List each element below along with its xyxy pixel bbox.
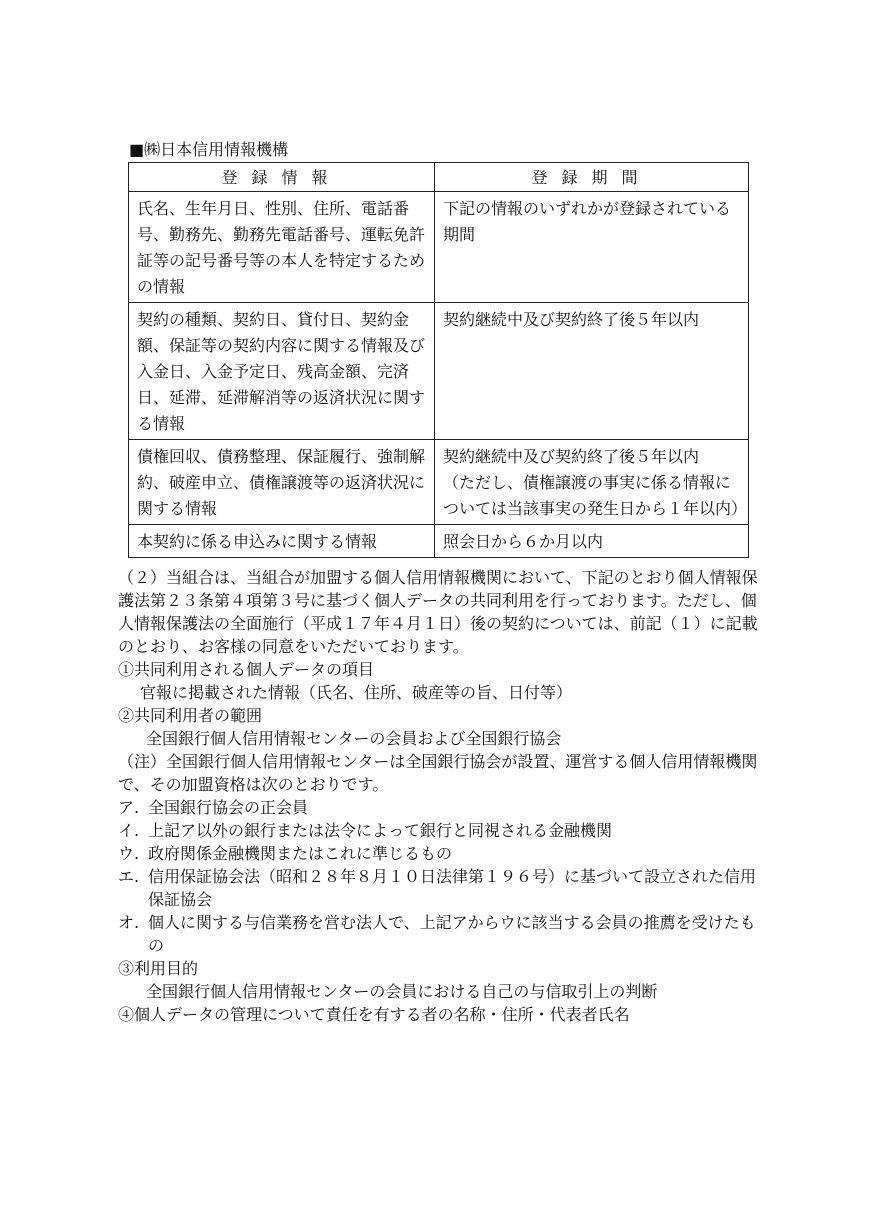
table-row <box>129 525 749 558</box>
table-row <box>129 303 749 440</box>
list-item-mark: ア. <box>118 798 140 817</box>
list-item-mark: ウ. <box>118 844 140 863</box>
registration-table <box>128 162 749 558</box>
table-header-row <box>129 163 749 192</box>
cell-info-text: 債権回収、債務整理、保証履行、強制解約、破産申立、債権譲渡等の返済状況に関する情報 <box>137 447 426 518</box>
list-item-text: 上記ア以外の銀行または法令によって銀行と同視される金融機関 <box>148 821 613 840</box>
cell-period-note: （ただし、債権譲渡の事実に係る情報については当該事実の発生日から１年以内） <box>443 473 748 518</box>
item2-title: ②共同利用者の範囲 <box>118 706 263 725</box>
paragraph-2: （２）当組合は、当組合が加盟する個人信用情報機関において、下記のとおり個人情報保護法第２３条第４項第３号に基づく個人データの共同利用を行っております。ただし、個人情報保護法の全面施行（平成１７年４月１日）後の契約については、前記（１）に記載のとおり、お客様の同意をいただいております。 <box>118 568 758 656</box>
item2-text: 全国銀行個人信用情報センターの会員および全国銀行協会 <box>146 729 562 748</box>
cell-info <box>129 525 435 558</box>
list-item-text: 全国銀行協会の正会員 <box>148 798 309 817</box>
cell-period <box>435 440 749 525</box>
cell-info <box>129 303 435 440</box>
list-item-text: 信用保証協会法（昭和２８年８月１０日法律第１９６号）に基づいて設立された信用保証協会 <box>148 867 757 909</box>
cell-info-text: 本契約に係る申込みに関する情報 <box>137 532 378 551</box>
cell-info-text: 氏名、生年月日、性別、住所、電話番号、勤務先、勤務先電話番号、運転免許証等の記号番号等の本人を特定するための情報 <box>137 199 426 296</box>
list-item-mark: イ. <box>118 821 140 840</box>
cell-period <box>435 303 749 440</box>
list-item-mark: オ. <box>118 913 140 932</box>
header-registration-period: 登録期間 <box>435 163 749 192</box>
table-row <box>129 192 749 303</box>
cell-info-text: 契約の種類、契約日、貸付日、契約金額、保証等の契約内容に関する情報及び入金日、入金予定日、残高金額、完済日、延滞、延滞解消等の返済状況に関する情報 <box>137 310 426 433</box>
section-title: ■㈱日本信用情報機構 <box>129 140 289 159</box>
cell-period <box>435 192 749 303</box>
item1-text: 官報に掲載された情報（氏名、住所、破産等の旨、日付等） <box>140 683 573 702</box>
item3-title: ③利用目的 <box>118 959 199 978</box>
header-registered-info: 登録情報 <box>129 163 435 192</box>
item1-title: ①共同利用される個人データの項目 <box>118 660 375 679</box>
list-item-mark: エ. <box>118 867 140 886</box>
note-text: （注）全国銀行個人信用情報センターは全国銀行協会が設置、運営する個人信用情報機関で、その加盟資格は次のとおりです。 <box>118 752 758 794</box>
list-item <box>118 796 758 819</box>
table-row <box>129 440 749 525</box>
item4-title: ④個人データの管理について責任を有する者の名称・住所・代表者氏名 <box>118 1005 630 1024</box>
cell-info <box>129 440 435 525</box>
list-item <box>118 865 758 911</box>
item3-text: 全国銀行個人信用情報センターの会員における自己の与信取引上の判断 <box>146 982 658 1001</box>
list-item-text: 個人に関する与信業務を営む法人で、上記アからウに該当する会員の推薦を受けたもの <box>148 913 756 955</box>
cell-info <box>129 192 435 303</box>
cell-period-text: 契約継続中及び契約終了後５年以内 <box>443 447 700 466</box>
list-item <box>118 911 758 957</box>
list-item-text: 政府関係金融機関またはこれに準じるもの <box>148 844 453 863</box>
cell-period-text: 下記の情報のいずれかが登録されている期間 <box>443 199 732 244</box>
cell-period-text: 契約継続中及び契約終了後５年以内 <box>443 310 700 329</box>
list-item <box>118 842 758 865</box>
list-item <box>118 819 758 842</box>
cell-period <box>435 525 749 558</box>
cell-period-text: 照会日から６か月以内 <box>443 532 604 551</box>
body-text <box>118 566 758 1026</box>
